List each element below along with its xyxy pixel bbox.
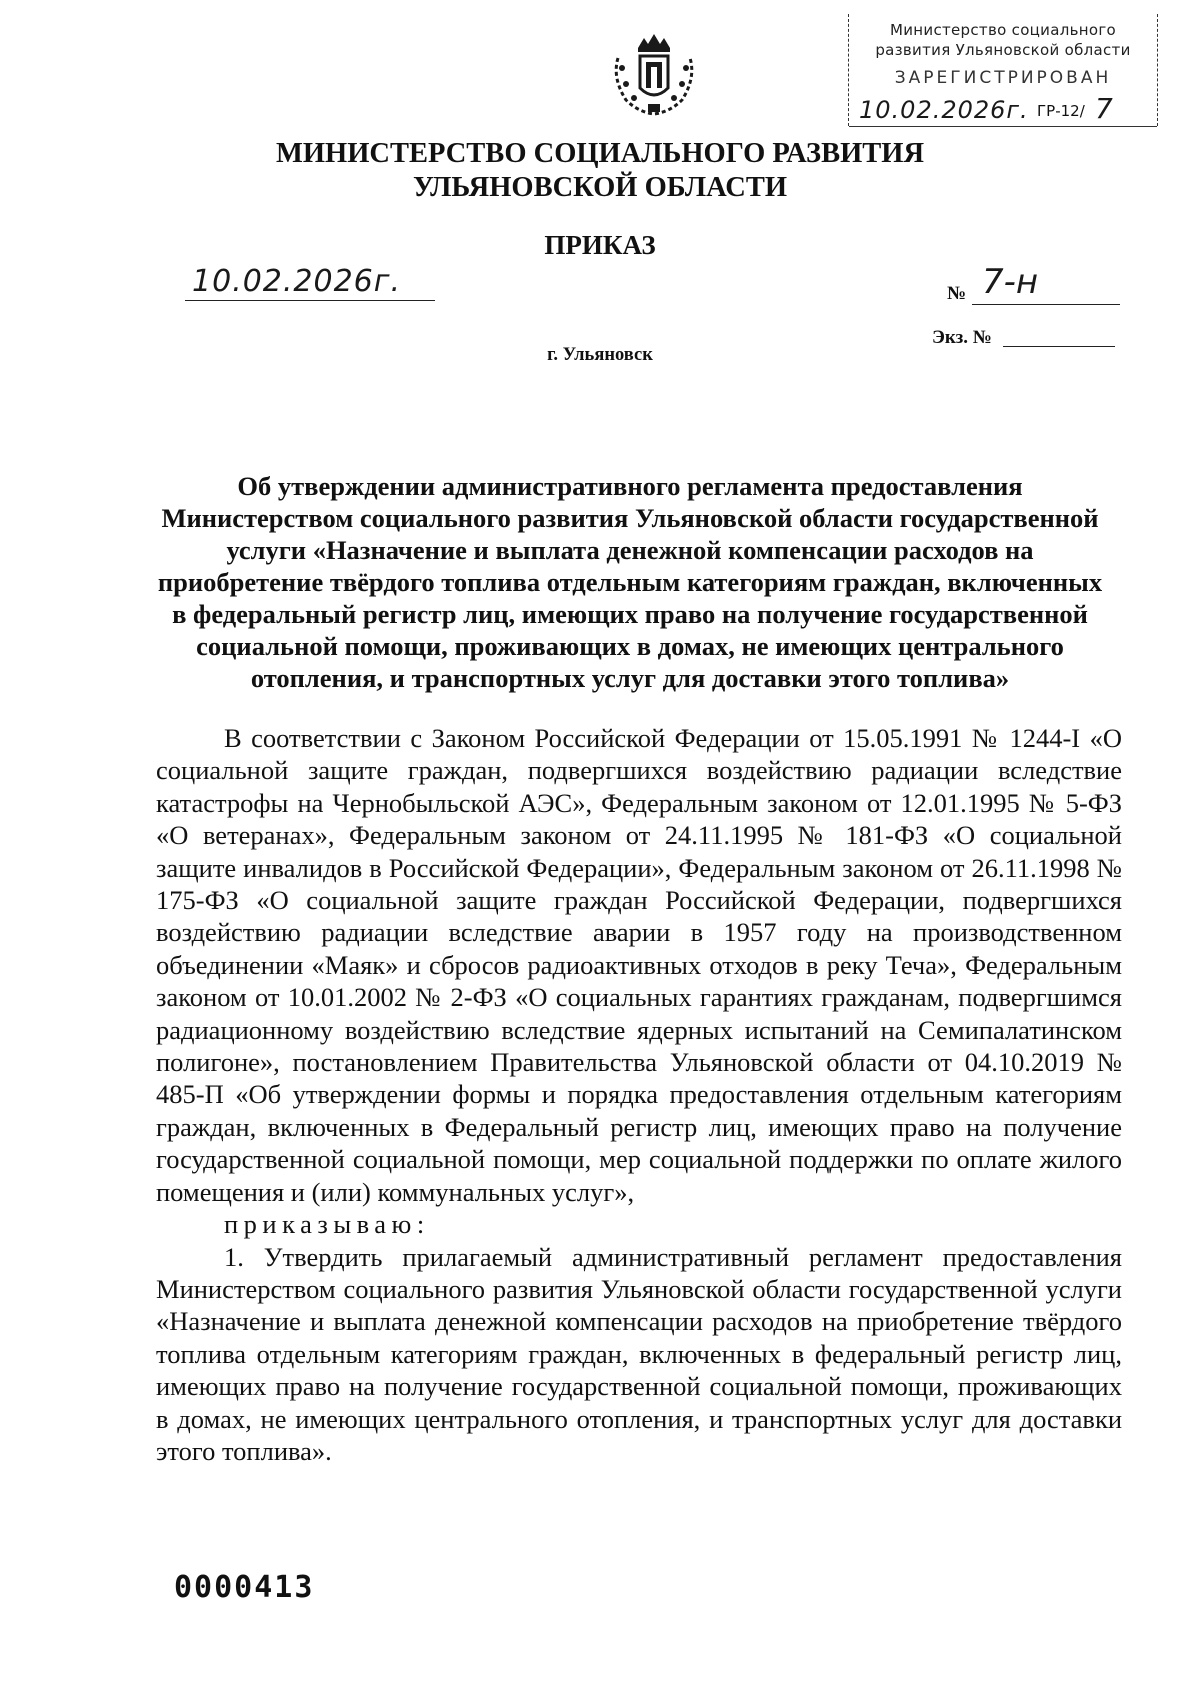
document-number: 7-н bbox=[982, 262, 1039, 302]
document-serial-number: 0000413 bbox=[174, 1570, 315, 1605]
stamp-line-1: Министерство социального bbox=[890, 21, 1116, 39]
registration-stamp bbox=[848, 14, 1158, 126]
stamp-reg-number-prefix: ГР-12/ bbox=[1037, 102, 1085, 120]
ministry-name-line-2: УЛЬЯНОВСКОЙ ОБЛАСТИ bbox=[412, 172, 788, 203]
stamp-line-2: развития Ульяновской области bbox=[875, 41, 1131, 59]
document-type-title: ПРИКАЗ bbox=[544, 230, 656, 260]
copy-number-label: Экз. № bbox=[932, 327, 992, 348]
preamble-paragraph: В соответствии с Законом Российской Федерации от 15.05.1991 № 1244-I «О социальной защите граждан, подвергшихся воздействию радиации вследствие катастрофы на Чернобыльской АЭС», Федеральным законом от 12.01.1995 № 5-ФЗ «О ветеранах», Федеральным законом от 24.11.1995 № 181-ФЗ «О социальной защите инвалидов в Российской Федерации», Федеральным законом от 26.11.1998 № 175-ФЗ «О социальной защите граждан Российской Федерации, подвергшихся воздействию радиации вследствие аварии в 1957 году на производственном объединении «Маяк» и сбросов радиоактивных отходов в реку Теча», Федеральным законом от 10.01.2002 № 2-ФЗ «О социальных гарантиях гражданам, подвергшимся радиационному воздействию вследствие ядерных испытаний на Семипалатинском полигоне», постановлением Правительства Ульяновской области от 04.10.2019 № 485-П «Об утверждении формы и порядка предоставления отдельным категориям граждан, включенных в Федеральный регистр лиц, имеющих право на получение государственной социальной помощи, мер социальной поддержки по оплате жилого помещения и (или) коммунальных услуг», bbox=[156, 723, 1122, 1207]
stamp-reg-number: 7 bbox=[1095, 92, 1113, 125]
stamp-status: ЗАРЕГИСТРИРОВАН bbox=[894, 68, 1112, 88]
document-body bbox=[156, 722, 1122, 1467]
coat-of-arms-icon bbox=[608, 28, 700, 120]
document-date: 10.02.2026г. bbox=[192, 264, 402, 299]
stamp-reg-date: 10.02.2026г. bbox=[859, 96, 1029, 124]
document-heading: Об утверждении административного регламента предоставления Министерством социального развития Ульяновской области государственной услуги «Назначение и выплата денежной компенсации расходов на приобретение твёрдого топлива отдельным категориям граждан, включенных в федеральный регистр лиц, имеющих право на получение государственной социальной помощи, проживающих в домах, не имеющих центрального отопления, и транспортных услуг для доставки этого топлива» bbox=[157, 471, 1103, 693]
order-item-1: 1. Утвердить прилагаемый административный регламент предоставления Министерством социального развития Ульяновской области государственной услуги «Назначение и выплата денежной компенсации расходов на приобретение твёрдого топлива отдельным категориям граждан, включенных в федеральный регистр лиц, имеющих право на получение государственной социальной помощи, проживающих в домах, не имеющих центрального отопления, и транспортных услуг для доставки этого топлива». bbox=[156, 1241, 1122, 1466]
order-word: приказываю: bbox=[224, 1209, 430, 1240]
ministry-name-line-1: МИНИСТЕРСТВО СОЦИАЛЬНОГО РАЗВИТИЯ bbox=[275, 138, 925, 169]
stamp-registration-row bbox=[849, 92, 1157, 127]
city: г. Ульяновск bbox=[547, 345, 653, 365]
number-label: № bbox=[947, 283, 967, 304]
